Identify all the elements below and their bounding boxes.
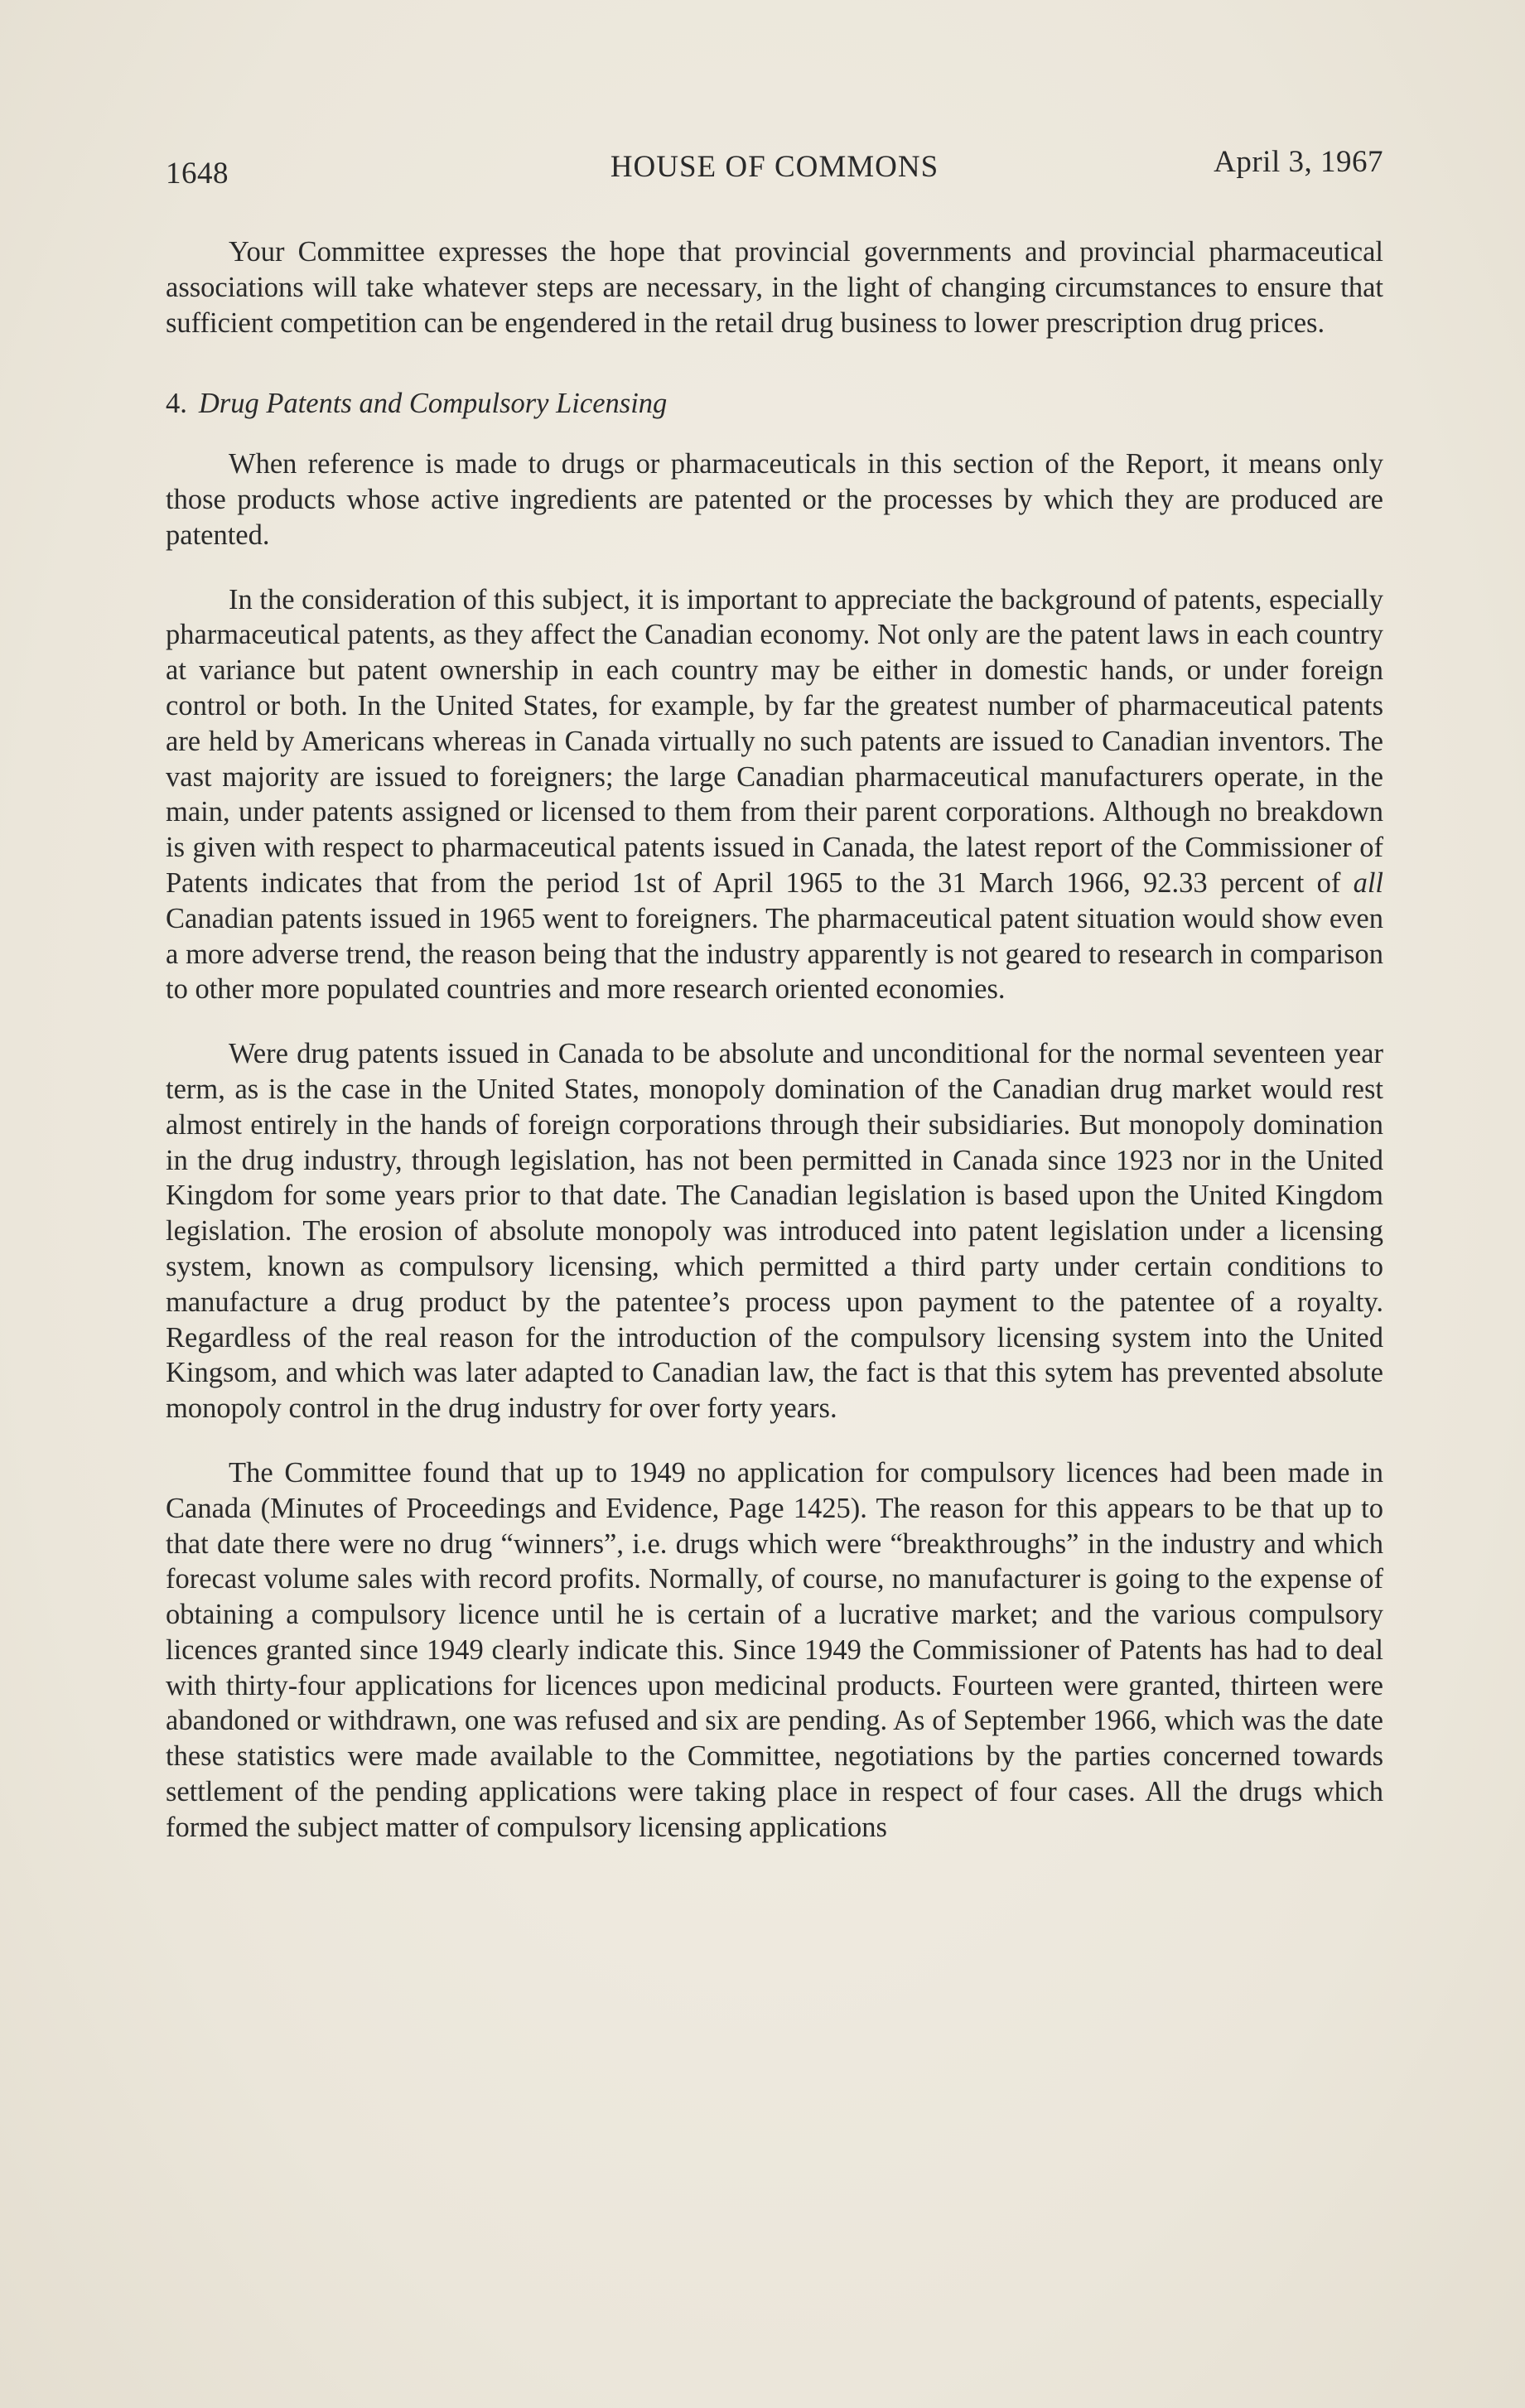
header-date: April 3, 1967	[1214, 145, 1383, 179]
paragraph-compulsory-licences: The Committee found that up to 1949 no application for compulsory licences had been made in Canada (Minutes of Proceedings and Evidence, Page 1425). The reason for this appears to be that up to that date there were no drug “winners”, i.e. drugs which were “breakthroughs” in the industry and which forecast volume sales with record profits. Normally, of course, no manufacturer is going to the expense of obtaining a compulsory licence until he is certain of a lucrative market; and the various compulsory licences granted since 1949 clearly indicate this. Since 1949 the Commissioner of Patents has had to deal with thirty-four applications for licences upon medicinal products. Fourteen were granted, thirteen were abandoned or withdrawn, one was refused and six are pending. As of September 1966, which was the date these statistics were made available to the Committee, negotiations by the parties concerned towards settlement of the pending applications were taking place in respect of four cases. All the drugs which formed the subject matter of compulsory licensing applications	[166, 1456, 1383, 1843]
body-text	[166, 234, 1383, 1875]
paragraph-provincial-hope: Your Committee expresses the hope that provincial governments and provincial pharmaceutical associations will take whatever steps are necessary, in the light of changing circumstances to ensure that sufficient competition can be engendered in the retail drug business to lower prescription drug prices.	[166, 236, 1383, 339]
emphasis-all: all	[1353, 866, 1384, 899]
paragraph-monopoly-domination: Were drug patents issued in Canada to be absolute and unconditional for the normal seventeen year term, as is the case in the United States, monopoly domination of the Canadian drug market would rest almost entirely in the hands of foreign corporations through their subsidiaries. But monopoly domination in the drug industry, through legislation, has not been permitted in Canada since 1923 nor in the United Kingdom for some years prior to that date. The Canadian legislation is based upon the United Kingdom legislation. The erosion of absolute monopoly was introduced into patent legislation under a licensing system, known as compulsory licensing, which permitted a third party under certain conditions to manufacture a drug product by the patentee’s process upon payment to the patentee of a royalty. Regardless of the real reason for the introduction of the compulsory licensing system into the United Kingsom, and which was later adapted to Canadian law, the fact is that this sytem has prevented absolute monopoly control in the drug industry for over forty years.	[166, 1038, 1383, 1425]
page-number: 1648	[166, 157, 229, 191]
paragraph-background-of-patents	[166, 582, 1383, 1008]
section-heading	[166, 386, 1383, 422]
section-title: Drug Patents and Compulsory Licensing	[198, 388, 668, 420]
paragraph-background-tail: Canadian patents issued in 1965 went to foreigners. The pharmaceutical patent situation would show even a more adverse trend, the reason being that the industry apparently is not geared to research in comparison to other more populated countries and more research oriented economies.	[166, 902, 1383, 1006]
paragraph-background-text: In the consideration of this subject, it is important to appreciate the background of patents, especially pharmaceutical patents, as they affect the Canadian economy. Not only are the patent laws in each country at variance but patent ownership in each country may be either in domestic hands, or under foreign control or both. In the United States, for example, by far the greatest number of pharmaceutical patents are held by Americans whereas in Canada virtually no such patents are issued to Canadian inventors. The vast majority are issued to foreigners; the large Canadian pharmaceutical manufacturers operate, in the main, under patents assigned or licensed to them from their parent corporations. Although no breakdown is given with respect to pharmaceutical patents issued in Canada, the latest report of the Commissioner of Patents indicates that from the period 1st of April 1965 to the 31 March 1966, 92.33 percent of	[166, 583, 1383, 899]
page-header	[166, 145, 1383, 199]
running-title: HOUSE OF COMMONS	[610, 150, 939, 184]
paragraph-definition: When reference is made to drugs or pharmaceuticals in this section of the Report, it means only those products whose active ingredients are patented or the processes by which they are produced are patented.	[166, 448, 1383, 551]
section-number: 4.	[166, 388, 187, 420]
